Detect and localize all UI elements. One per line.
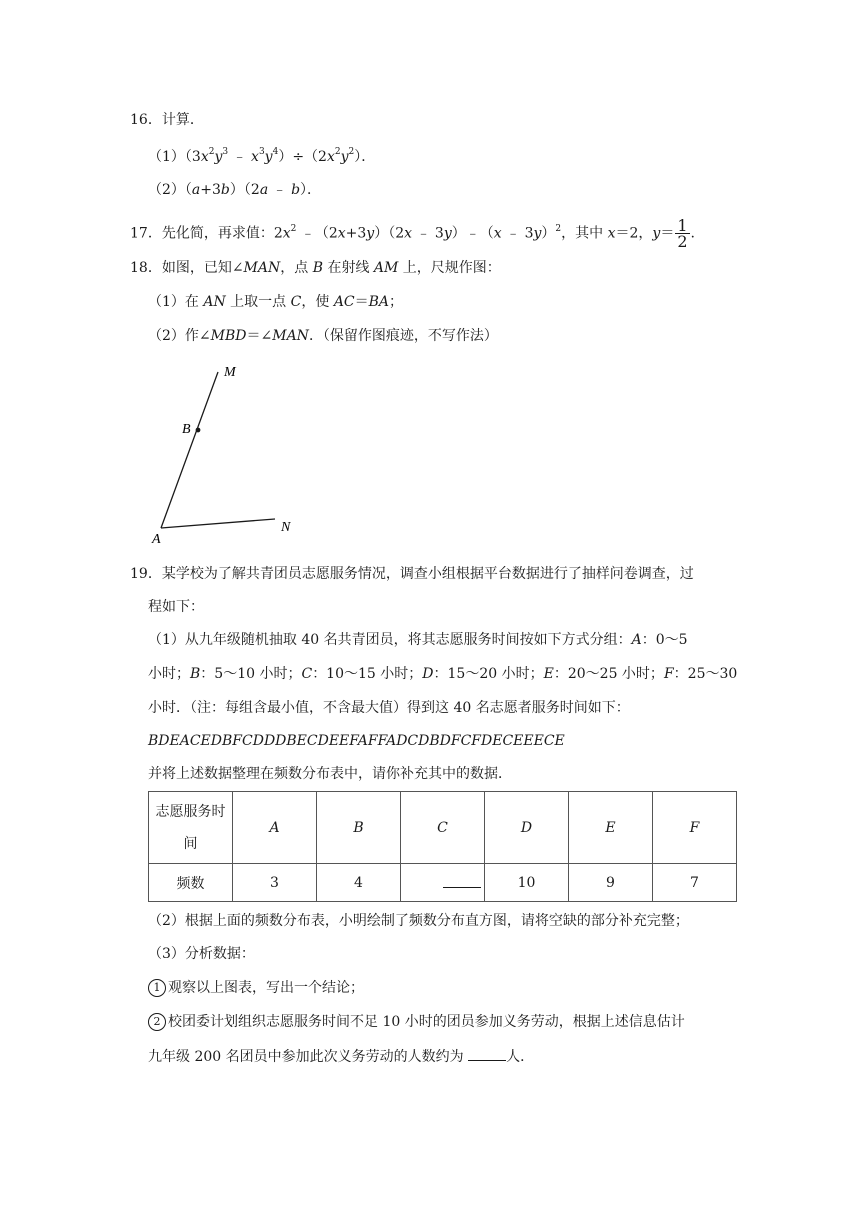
table-cell-count-e: 9 bbox=[569, 864, 653, 902]
table-cell-group-e: E bbox=[569, 792, 653, 864]
q18-part2: （2）作∠MBD＝∠MAN．（保留作图痕迹，不写作法） bbox=[148, 328, 498, 344]
answer-blank-c[interactable] bbox=[443, 873, 481, 888]
q19-part3: （3）分析数据： bbox=[148, 946, 255, 962]
table-cell-count-a: 3 bbox=[233, 864, 317, 902]
q19-table-instruction: 并将上述数据整理在频数分布表中，请你补充其中的数据． bbox=[148, 766, 512, 782]
table-cell-group-f: F bbox=[653, 792, 737, 864]
table-cell-count-b: 4 bbox=[317, 864, 401, 902]
answer-blank-count[interactable] bbox=[468, 1046, 506, 1061]
q19-data-string: BDEACEDBFCDDDBECDEEFAFFADCDBDFCFDECEEECE bbox=[148, 733, 565, 749]
q19-part1-line2: 小时；B：5～10 小时；C：10～15 小时；D：15～20 小时；E：20～25 小时；F：25～30 bbox=[148, 666, 738, 682]
q17-text: 17．先化简，再求值：$2x^2$ ﹣（2x+3y）（2x ﹣ 3y）﹣（x ﹣ 3y）$^2$，其中 x＝2，y＝ $\frac{1}{2}$ . bbox=[130, 216, 695, 251]
label-m: M bbox=[224, 365, 236, 380]
label-n: N bbox=[281, 520, 291, 535]
fraction-one-half: $\frac{1}{2}$ bbox=[677, 216, 688, 251]
table-cell-count-f: 7 bbox=[653, 864, 737, 902]
q19-line2: 程如下： bbox=[148, 599, 204, 615]
table-row-counts bbox=[149, 864, 737, 902]
q16-title: 16．计算． bbox=[130, 112, 204, 128]
table-cell-group-b: B bbox=[317, 792, 401, 864]
q19-part1-line1: （1）从九年级随机抽取 40 名共青团员，将其志愿服务时间按如下方式分组：A：0～5 bbox=[148, 632, 688, 648]
q19-line1: 19．某学校为了解共青团员志愿服务情况，调查小组根据平台数据进行了抽样问卷调查，过 bbox=[130, 566, 694, 582]
ray-an bbox=[161, 519, 275, 528]
q19-part2: （2）根据上面的频数分布表，小明绘制了频数分布直方图，请将空缺的部分补充完整； bbox=[148, 913, 689, 929]
table-cell-group-d: D bbox=[485, 792, 569, 864]
angle-figure bbox=[150, 360, 310, 550]
table-cell-count-c[interactable] bbox=[401, 864, 485, 902]
q19-sub2-line2: 九年级 200 名团员中参加此次义务劳动的人数约为 人． bbox=[148, 1046, 534, 1067]
q18-stem: 18．如图，已知∠MAN，点 B 在射线 AM 上，尺规作图： bbox=[130, 260, 501, 276]
q19-sub2-line1: 2 校团委计划组织志愿服务时间不足 10 小时的团员参加义务劳动，根据上述信息估计 bbox=[148, 1012, 685, 1032]
table-header-label: 志愿服务时 间 bbox=[149, 792, 233, 864]
point-b bbox=[196, 428, 201, 433]
table-cell-count-d: 10 bbox=[485, 864, 569, 902]
q16-part2: （2）（a+3b）（2a ﹣ b）． bbox=[148, 182, 322, 198]
q19-part1-line3: 小时．（注：每组含最小值，不含最大值）得到这 40 名志愿者服务时间如下： bbox=[148, 700, 630, 716]
table-cell-group-a: A bbox=[233, 792, 317, 864]
q19-sub1: 1 观察以上图表，写出一个结论； bbox=[148, 978, 364, 998]
table-cell-group-c: C bbox=[401, 792, 485, 864]
table-row-label: 频数 bbox=[149, 864, 233, 902]
q16-part1: $(1)(3x^2y^3$ ﹣ $x^3y^4)\div(2x^2y^2)$． bbox=[148, 147, 376, 165]
label-b: B bbox=[182, 422, 191, 437]
q18-part1: （1）在 AN 上取一点 C，使 AC＝BA； bbox=[148, 294, 404, 310]
table-row-groups bbox=[149, 792, 737, 864]
label-a: A bbox=[152, 532, 161, 547]
frequency-table bbox=[148, 791, 737, 902]
circled-number-1: 1 bbox=[148, 979, 166, 997]
ray-am bbox=[161, 372, 218, 528]
circled-number-2: 2 bbox=[148, 1013, 166, 1031]
